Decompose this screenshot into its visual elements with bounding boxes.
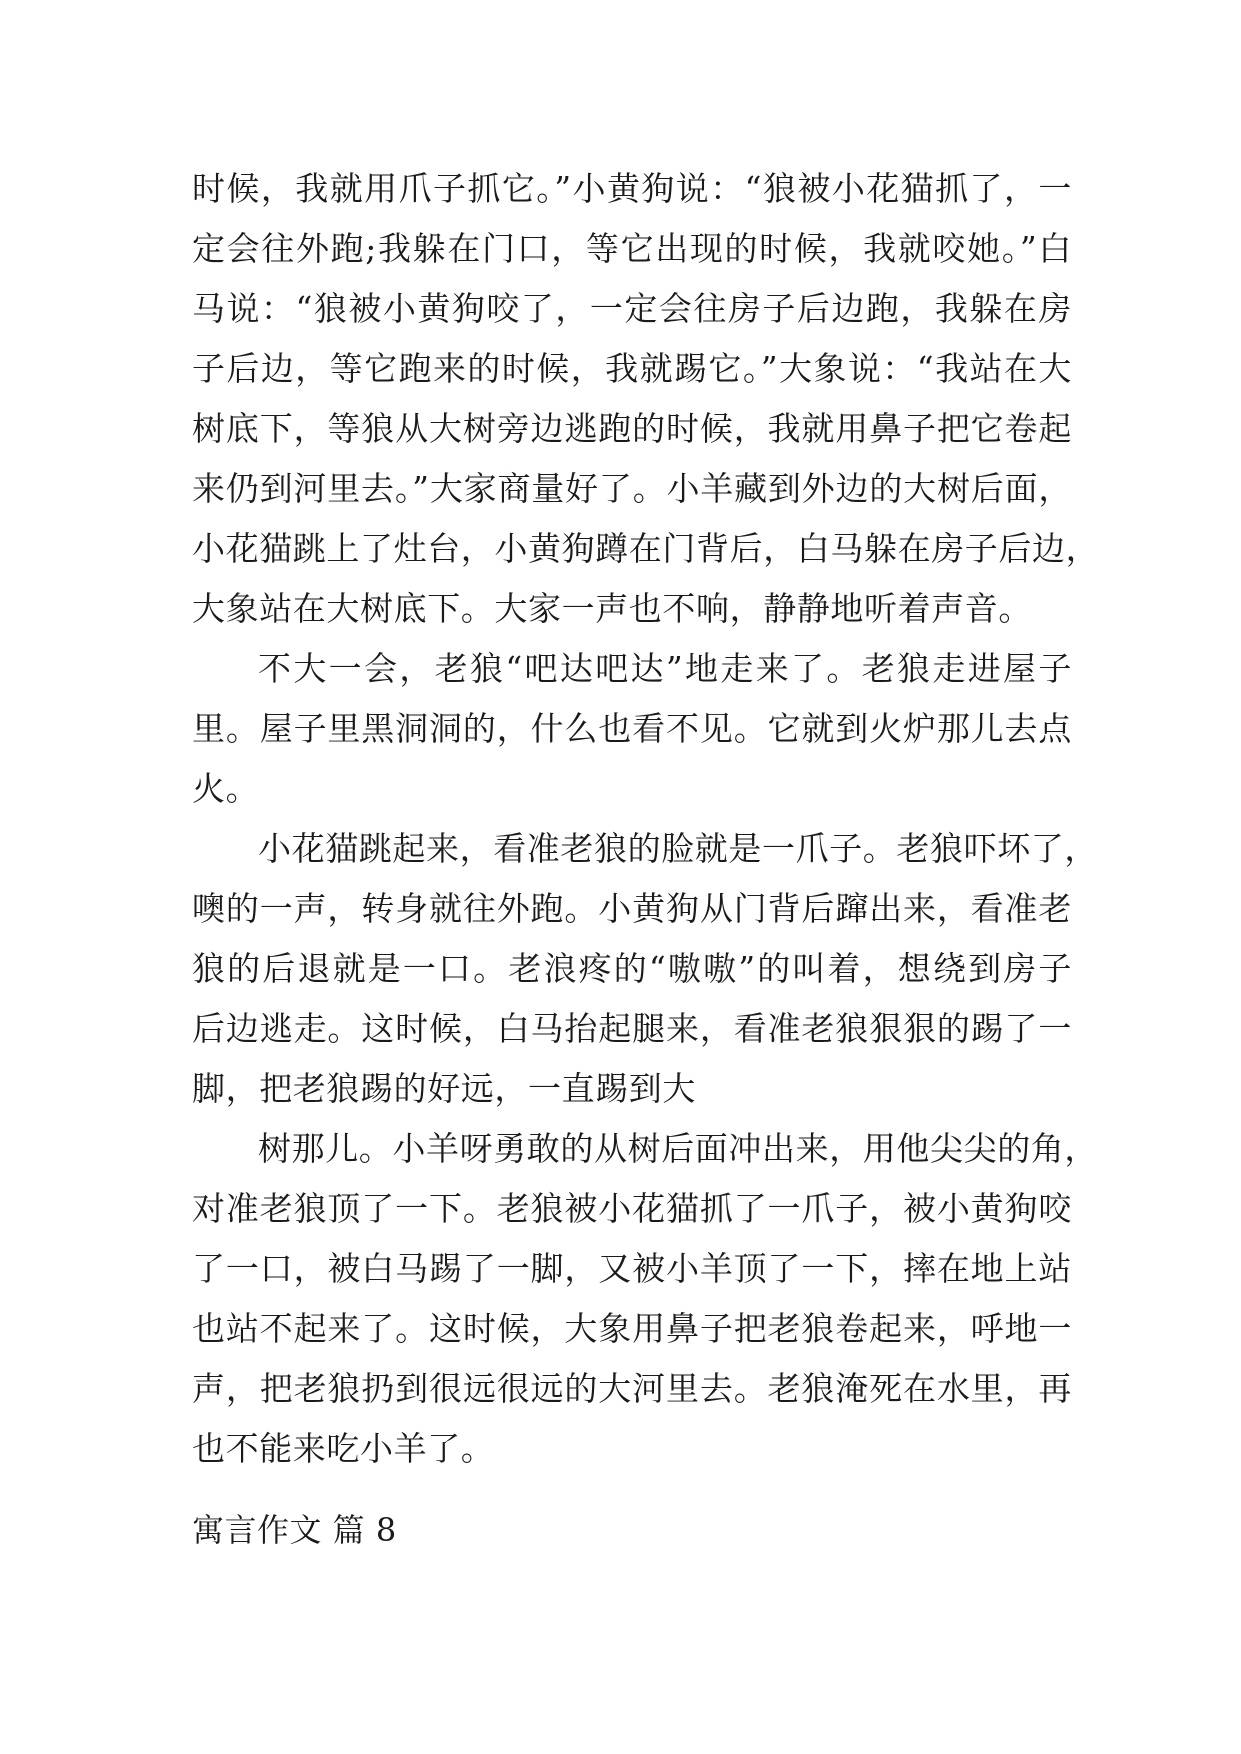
paragraph-4-line-1: 树那儿。小羊呀勇敢的从树后面冲出来，用他尖尖的角， xyxy=(258,1129,1098,1168)
paragraph-1-line-7: 小花猫跳上了灶台，小黄狗蹲在门背后，白马躲在房子后边， xyxy=(192,529,1100,568)
section-heading: 寓言作文 篇 8 xyxy=(192,1511,397,1549)
paragraph-1-line-8: 大象站在大树底下。大家一声也不响，静静地听着声音。 xyxy=(192,589,1032,628)
paragraph-2-line-1: 不大一会，老狼“吧达吧达”地走来了。老狼走进屋子 xyxy=(258,649,1072,688)
paragraph-3-line-2: 噢的一声，转身就往外跑。小黄狗从门背后蹿出来，看准老 xyxy=(192,889,1072,928)
paragraph-2-line-3: 火。 xyxy=(192,769,260,808)
paragraph-4-line-4: 也站不起来了。这时候，大象用鼻子把老狼卷起来，呼地一 xyxy=(192,1309,1072,1348)
paragraph-3-line-4: 后边逃走。这时候，白马抬起腿来，看准老狼狠狠的踢了一 xyxy=(192,1009,1072,1048)
paragraph-2-line-2: 里。屋子里黑洞洞的，什么也看不见。它就到火炉那儿去点 xyxy=(192,709,1072,748)
paragraph-4-line-5: 声，把老狼扔到很远很远的大河里去。老狼淹死在水里，再 xyxy=(192,1369,1072,1408)
paragraph-3-line-5: 脚，把老狼踢的好远，一直踢到大 xyxy=(192,1069,696,1108)
paragraph-4-line-2: 对准老狼顶了一下。老狼被小花猫抓了一爪子，被小黄狗咬 xyxy=(192,1189,1072,1228)
paragraph-1-line-6: 来仍到河里去。”大家商量好了。小羊藏到外边的大树后面， xyxy=(192,469,1072,508)
paragraph-3-line-1: 小花猫跳起来，看准老狼的脸就是一爪子。老狼吓坏了， xyxy=(258,829,1098,868)
paragraph-1-line-1: 时候，我就用爪子抓它。”小黄狗说：“狼被小花猫抓了，一 xyxy=(192,169,1072,208)
paragraph-4-line-3: 了一口，被白马踢了一脚，又被小羊顶了一下，摔在地上站 xyxy=(192,1249,1072,1288)
paragraph-1-line-3: 马说：“狼被小黄狗咬了，一定会往房子后边跑，我躲在房 xyxy=(192,289,1072,328)
paragraph-1-line-2: 定会往外跑;我躲在门口，等它出现的时候，我就咬她。”白 xyxy=(192,229,1072,268)
paragraph-1-line-5: 树底下，等狼从大树旁边逃跑的时候，我就用鼻子把它卷起 xyxy=(192,409,1072,448)
paragraph-1-line-4: 子后边，等它跑来的时候，我就踢它。”大象说：“我站在大 xyxy=(192,349,1072,388)
paragraph-4-line-6: 也不能来吃小羊了。 xyxy=(192,1429,495,1468)
paragraph-3-line-3: 狼的后退就是一口。老浪疼的“嗷嗷”的叫着，想绕到房子 xyxy=(192,949,1072,988)
